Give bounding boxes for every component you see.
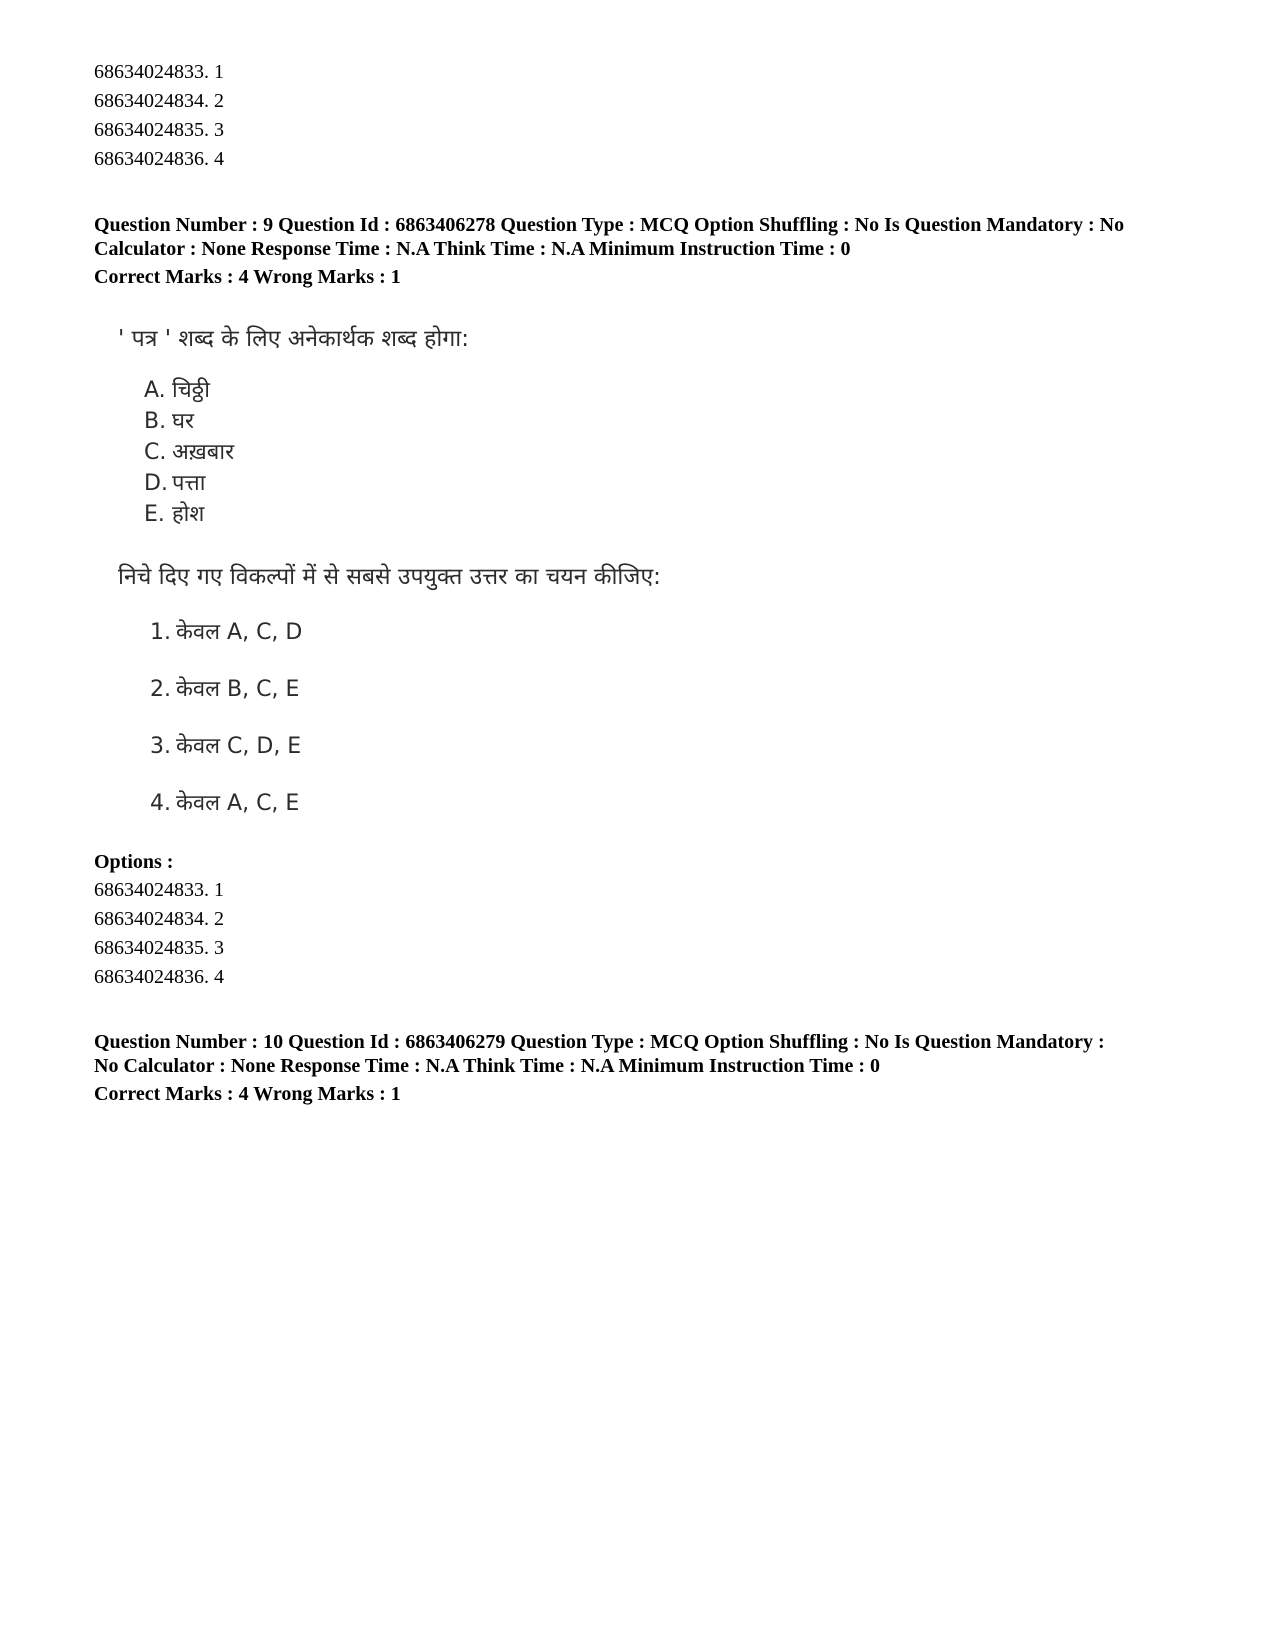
choice-2-text: केवल B, C, E: [176, 677, 300, 702]
question-10-meta-line-1: Question Number : 10 Question Id : 6863406279 Question Type : MCQ Option Shuffling : No Is Question Mandatory :: [94, 1031, 1105, 1053]
choice-3: [150, 732, 301, 762]
statement-a-text: चिठ्ठी: [172, 378, 210, 403]
choice-2-number: 2.: [150, 677, 171, 702]
option-2: 68634024834. 2: [94, 908, 224, 930]
choice-4-text: केवल A, C, E: [176, 791, 300, 816]
statement-e-letter: E.: [144, 502, 165, 527]
question-9-meta-line-1: Question Number : 9 Question Id : 6863406278 Question Type : MCQ Option Shuffling : No Is Question Mandatory : No: [94, 214, 1125, 236]
question-9-instruction: निचे दिए गए विकल्पों में से सबसे उपयुक्त उत्तर का चयन कीजिए:: [118, 564, 661, 590]
choice-1: [150, 618, 302, 648]
statement-a-letter: A.: [144, 378, 166, 403]
option-4: 68634024836. 4: [94, 966, 224, 988]
question-9-stem: ' पत्र ' शब्द के लिए अनेकार्थक शब्द होगा:: [118, 326, 469, 352]
top-option-2: 68634024834. 2: [94, 90, 224, 112]
choice-2: [150, 675, 299, 705]
statement-a: [144, 376, 210, 406]
statement-c: [144, 438, 234, 468]
choice-1-number: 1.: [150, 620, 171, 645]
choice-3-text: केवल C, D, E: [176, 734, 302, 759]
question-10-meta: [94, 1030, 1204, 1078]
question-9-meta-line-2: Calculator : None Response Time : N.A Think Time : N.A Minimum Instruction Time : 0: [94, 238, 851, 260]
statement-c-text: अख़बार: [172, 440, 235, 465]
statement-e: [144, 500, 204, 530]
choice-1-text: केवल A, C, D: [176, 620, 303, 645]
options-label: Options :: [94, 851, 174, 873]
statement-b: [144, 407, 194, 437]
top-option-1: 68634024833. 1: [94, 61, 224, 83]
statement-d: [144, 469, 205, 499]
option-1: 68634024833. 1: [94, 879, 224, 901]
question-10-meta-line-2: No Calculator : None Response Time : N.A Think Time : N.A Minimum Instruction Time : 0: [94, 1055, 880, 1077]
statement-c-letter: C.: [144, 440, 167, 465]
choice-3-number: 3.: [150, 734, 171, 759]
statement-b-letter: B.: [144, 409, 167, 434]
statement-d-text: पत्ता: [172, 471, 206, 496]
statement-b-text: घर: [172, 409, 195, 434]
statement-d-letter: D.: [144, 471, 168, 496]
choice-4: [150, 789, 299, 819]
option-3: 68634024835. 3: [94, 937, 224, 959]
choice-4-number: 4.: [150, 791, 171, 816]
question-10-marks: Correct Marks : 4 Wrong Marks : 1: [94, 1083, 401, 1105]
question-9-image: [110, 318, 730, 838]
statement-e-text: होश: [172, 502, 205, 527]
question-9-meta: [94, 213, 1204, 261]
top-option-4: 68634024836. 4: [94, 148, 224, 170]
top-option-3: 68634024835. 3: [94, 119, 224, 141]
question-9-marks: Correct Marks : 4 Wrong Marks : 1: [94, 266, 401, 288]
